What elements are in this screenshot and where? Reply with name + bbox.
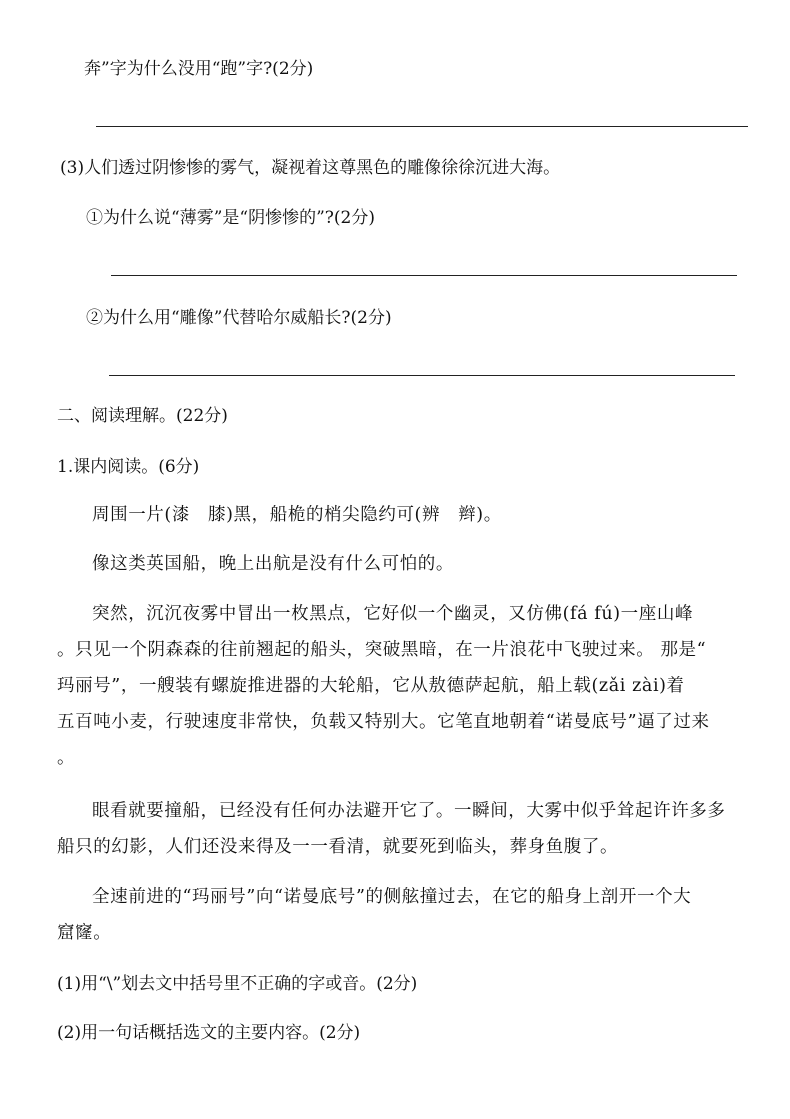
- question-2: (2)用一句话概括选文的主要内容。(2分): [57, 1023, 361, 1043]
- passage-paragraph-3-line-3: 玛丽号”，一艘装有螺旋推进器的大轮船，它从敖德萨起航，船上载(zǎi zài)着: [57, 676, 685, 696]
- passage-paragraph-1: 周围一片(漆 膝)黑，船桅的梢尖隐约可(辨 辫)。: [92, 505, 502, 525]
- question-continuation: 奔”字为什么没用“跑”字?(2分): [84, 59, 314, 79]
- passage-paragraph-4-line-1: 眼看就要撞船，已经没有任何办法避开它了。一瞬间，大雾中似乎耸起许许多多: [92, 801, 726, 821]
- question-1: (1)用“\”划去文中括号里不正确的字或音。(2分): [57, 974, 418, 994]
- passage-paragraph-5-line-2: 窟窿。: [57, 923, 112, 943]
- section-title: 二、阅读理解。(22分): [57, 406, 228, 426]
- passage-paragraph-3-line-5: 。: [57, 748, 76, 768]
- answer-line: [111, 275, 737, 276]
- answer-line: [109, 375, 735, 376]
- answer-line: [96, 126, 748, 127]
- passage-paragraph-2: 像这类英国船，晚上出航是没有什么可怕的。: [92, 554, 454, 574]
- question-3-stem: (3)人们透过阴惨惨的雾气，凝视着这尊黑色的雕像徐徐沉进大海。: [60, 158, 561, 178]
- passage-paragraph-5-line-1: 全速前进的“玛丽号”向“诺曼底号”的侧舷撞过去，在它的船身上剖开一个大: [92, 887, 692, 907]
- part-title: 1.课内阅读。(6分): [57, 457, 200, 477]
- question-3-sub2: ②为什么用“雕像”代替哈尔威船长?(2分): [86, 308, 392, 328]
- passage-paragraph-3-line-4: 五百吨小麦，行驶速度非常快，负载又特别大。它笔直地朝着“诺曼底号”逼了过来: [57, 712, 710, 732]
- passage-paragraph-3-line-1: 突然，沉沉夜雾中冒出一枚黑点，它好似一个幽灵，又仿佛(fá fú)一座山峰: [92, 604, 694, 624]
- passage-paragraph-4-line-2: 船只的幻影，人们还没来得及一一看清，就要死到临头，葬身鱼腹了。: [57, 837, 619, 857]
- passage-paragraph-3-line-2: 。只见一个阴森森的往前翘起的船头，突破黑暗，在一片浪花中飞驶过来。 那是“: [57, 640, 707, 660]
- question-3-sub1: ①为什么说“薄雾”是“阴惨惨的”?(2分): [86, 208, 375, 228]
